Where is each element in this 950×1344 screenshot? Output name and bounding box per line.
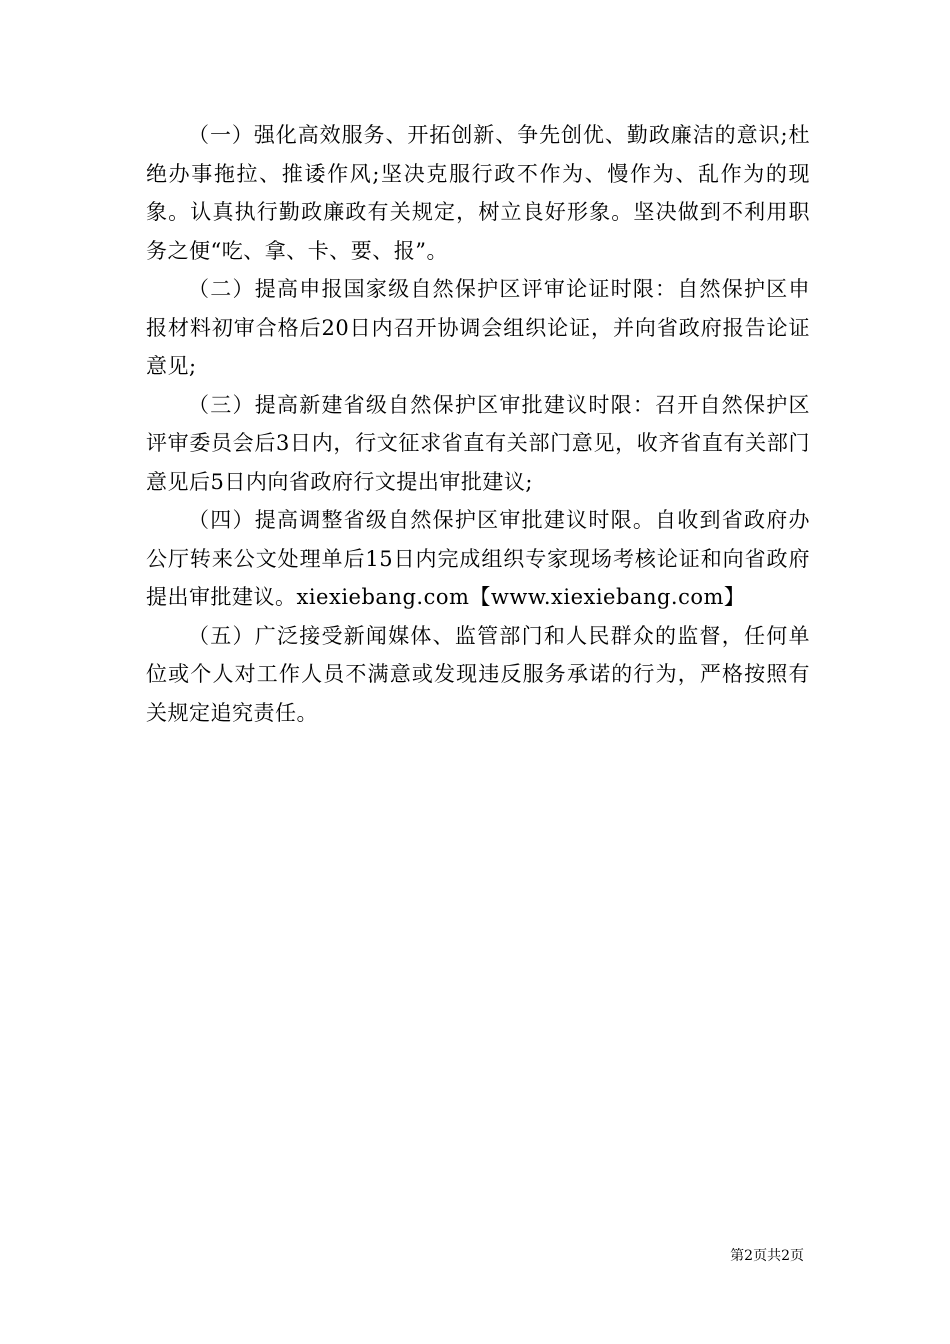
paragraph-1: （一）强化高效服务、开拓创新、争先创优、勤政廉洁的意识;杜绝办事拖拉、推诿作风;坚决克服行政不作为、慢作为、乱作为的现象。认真执行勤政廉政有关规定，树立良好形象。坚决做到不利用职务之便“吃、拿、卡、要、报”。 — [146, 123, 810, 263]
page-number-footer: 第2页共2页 — [730, 1248, 804, 1264]
paragraph-4: （四）提高调整省级自然保护区审批建议时限。自收到省政府办公厅转来公文处理单后15日内完成组织专家现场考核论证和向省政府提出审批建议。xiexiebang.com【www.xiexiebang.com】 — [146, 508, 810, 609]
paragraph-5: （五）广泛接受新闻媒体、监管部门和人民群众的监督，任何单位或个人对工作人员不满意或发现违反服务承诺的行为，严格按照有关规定追究责任。 — [146, 623, 810, 725]
paragraph-2: （二）提高申报国家级自然保护区评审论证时限：自然保护区申报材料初审合格后20日内召开协调会组织论证，并向省政府报告论证意见; — [146, 277, 810, 378]
document-body — [146, 116, 810, 732]
paragraph-3: （三）提高新建省级自然保护区审批建议时限：召开自然保护区评审委员会后3日内，行文征求省直有关部门意见，收齐省直有关部门意见后5日内向省政府行文提出审批建议; — [146, 392, 810, 494]
